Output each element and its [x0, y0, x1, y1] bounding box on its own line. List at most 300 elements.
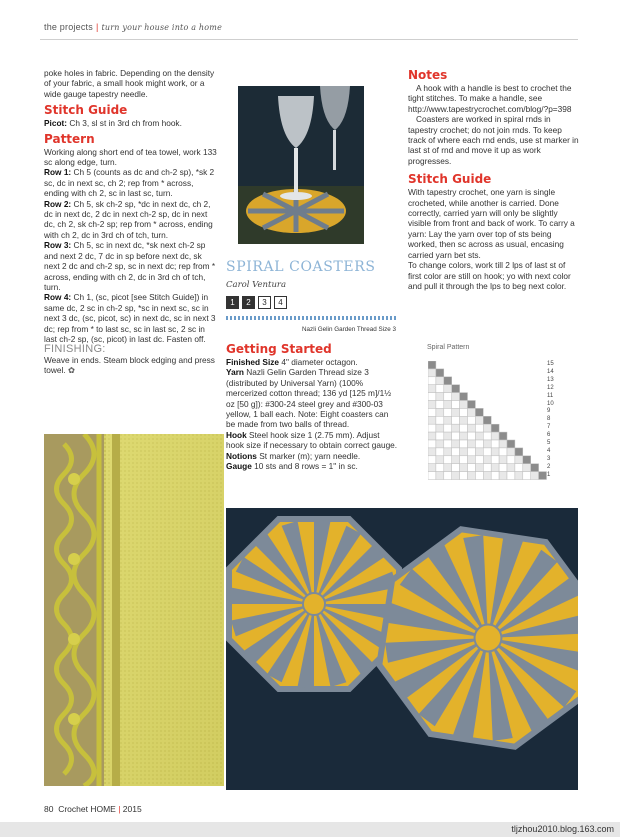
- chart-cell: [515, 440, 523, 448]
- chart-cell: [515, 408, 523, 416]
- chart-cell: [515, 432, 523, 440]
- row-number: 3: [547, 455, 551, 462]
- pattern-row: [44, 167, 218, 198]
- chart-cell: [468, 369, 476, 377]
- author-name: Carol Ventura: [226, 280, 287, 290]
- chart-cell: [452, 440, 460, 448]
- chart-cell: [507, 440, 515, 448]
- chart-cell: [475, 369, 483, 377]
- row-number: 1: [547, 471, 551, 478]
- chart-cell: [515, 472, 523, 480]
- chart-cell: [491, 456, 499, 464]
- chart-cell: [460, 464, 468, 472]
- chart-cell: [452, 401, 460, 409]
- chart-cell: [444, 456, 452, 464]
- chart-cell: [507, 385, 515, 393]
- chart-cell: [539, 464, 547, 472]
- chart-cell: [452, 424, 460, 432]
- spec-text: Nazli Gelin Garden Thread size 3 (distributed by Universal Yarn) (100% mercerized cotton thread; 136 yd [125 m]/1½ oz [50 g]): #300-24 steel grey and #300-03 yellow, 1 ball each. Note: Eight coasters can be made from two balls of thread.: [226, 367, 392, 430]
- chart-cell: [452, 416, 460, 424]
- chart-cell: [444, 401, 452, 409]
- chart-cell: [444, 393, 452, 401]
- spec-item: [226, 461, 398, 471]
- issue-year: 2015: [122, 804, 142, 814]
- chart-cell: [428, 361, 436, 369]
- pattern-row: [44, 199, 218, 241]
- coasters-glass-art: [238, 86, 364, 244]
- header-rule: [40, 39, 578, 40]
- chart-cell: [539, 385, 547, 393]
- chart-cell: [523, 377, 531, 385]
- chart-cell: [483, 464, 491, 472]
- chart-cell: [507, 401, 515, 409]
- coaster-center: [475, 625, 502, 652]
- coasters-glass-photo: [238, 86, 364, 244]
- chart-cell: [531, 448, 539, 456]
- chart-cell: [428, 385, 436, 393]
- row-label: Row 1:: [44, 167, 72, 178]
- skill-level-box: 1: [226, 296, 239, 309]
- chart-cell: [436, 393, 444, 401]
- chart-cell: [475, 361, 483, 369]
- chart-cell: [483, 472, 491, 480]
- stitch-guide-heading-right: Stitch Guide: [408, 172, 492, 187]
- chart-cell: [475, 456, 483, 464]
- row-number: 5: [547, 440, 551, 447]
- pattern-row: [44, 292, 218, 344]
- chart-cell: [539, 377, 547, 385]
- notes-paragraph: Coasters are worked in spiral rnds in tapestry crochet; do not join rnds. To keep track of where each rnd ends, use st marker in last st of rnd and move it up as work progresses.: [408, 114, 579, 166]
- chart-cell: [523, 448, 531, 456]
- chart-cell: [436, 424, 444, 432]
- chart-cell: [475, 408, 483, 416]
- chart-cell: [468, 361, 476, 369]
- chart-cell: [515, 393, 523, 401]
- chart-cell: [475, 401, 483, 409]
- chart-cell: [499, 472, 507, 480]
- chart-cell: [483, 408, 491, 416]
- spec-label: Finished Size: [226, 357, 280, 367]
- pattern-intro: Working along short end of tea towel, work 133 sc along edge, turn.: [44, 146, 217, 168]
- chart-cell: [531, 440, 539, 448]
- spec-text: Steel hook size 1 (2.75 mm). Adjust hook size if necessary to obtain correct gauge.: [226, 429, 398, 451]
- chart-cell: [515, 464, 523, 472]
- row-number: 9: [547, 408, 551, 415]
- chart-cell: [460, 408, 468, 416]
- yarn-photo-caption: Nazli Gelin Garden Thread Size 3: [302, 326, 397, 333]
- chart-cell: [483, 377, 491, 385]
- chart-cell: [499, 377, 507, 385]
- chart-cell: [468, 464, 476, 472]
- row-text: Ch 5, sc in next dc, *sk next ch-2 sp and next 2 dc, 7 dc in sp before next dc, sk next 2 dc and ch-2 sp, sc in next dc; rep from * across, ending with ch 2, dc in 3rd ch of tch, turn.: [44, 240, 216, 292]
- chart-cell: [539, 393, 547, 401]
- chart-cell: [507, 377, 515, 385]
- chart-cell: [499, 401, 507, 409]
- spec-item: [226, 451, 398, 461]
- chart-cell: [436, 440, 444, 448]
- chart-cell: [531, 432, 539, 440]
- chart-cell: [491, 464, 499, 472]
- intro-paragraph: poke holes in fabric. Depending on the density of your fabric, a small hook might work, or a wide gauge tapestry needle.: [44, 68, 215, 99]
- chart-cell: [436, 369, 444, 377]
- picot-definition: [44, 118, 218, 128]
- getting-started-heading: Getting Started: [226, 342, 332, 356]
- chart-cell: [523, 361, 531, 369]
- chart-cell: [499, 432, 507, 440]
- stitch-guide-paragraph: With tapestry crochet, one yarn is single crocheted, while another is carried. Done correctly, carried yarn will only be slightly visible from front and back of work. To carry a yarn: Lay the yarn over top of sts being worked, then sc across as usual, encasing carried yarn bet sts.: [408, 187, 575, 260]
- chart-cell: [468, 424, 476, 432]
- finishing-heading: FINISHING:: [44, 343, 106, 356]
- chart-cell: [515, 377, 523, 385]
- chart-cell: [539, 448, 547, 456]
- chart-cell: [475, 440, 483, 448]
- dotted-rule: [226, 316, 396, 320]
- chart-cell: [460, 385, 468, 393]
- chart-cell: [475, 472, 483, 480]
- spec-label: Notions: [226, 450, 257, 461]
- chart-cell: [444, 464, 452, 472]
- chart-cell: [436, 416, 444, 424]
- page-number: 80: [44, 804, 54, 814]
- chart-cell: [428, 448, 436, 456]
- chart-cell: [483, 424, 491, 432]
- chart-cell: [539, 456, 547, 464]
- chart-cell: [523, 408, 531, 416]
- pattern-heading: Pattern: [44, 131, 95, 146]
- chart-cell: [531, 401, 539, 409]
- row-number: 7: [547, 424, 551, 431]
- chart-cell: [523, 464, 531, 472]
- chart-cell: [452, 456, 460, 464]
- chart-cell: [515, 361, 523, 369]
- header-section: the projects: [44, 22, 93, 32]
- chart-cell: [436, 361, 444, 369]
- chart-cell: [444, 472, 452, 480]
- chart-cell: [436, 401, 444, 409]
- chart-cell: [428, 416, 436, 424]
- chart-cell: [444, 361, 452, 369]
- chart-cell: [428, 464, 436, 472]
- chart-cell: [483, 432, 491, 440]
- chart-cell: [428, 393, 436, 401]
- chart-cell: [539, 361, 547, 369]
- chart-cell: [491, 448, 499, 456]
- chart-cell: [428, 432, 436, 440]
- spec-text: 4" diameter octagon.: [279, 357, 358, 367]
- chart-cell: [499, 464, 507, 472]
- chart-cell: [452, 361, 460, 369]
- chart-cell: [507, 416, 515, 424]
- chart-cell: [460, 393, 468, 401]
- edging-photo: [44, 434, 224, 786]
- chart-cell: [515, 448, 523, 456]
- chart-cell: [531, 456, 539, 464]
- finishing-text: [44, 355, 218, 376]
- spec-label: Gauge: [226, 461, 252, 472]
- chart-cell: [460, 377, 468, 385]
- page-footer: [44, 804, 142, 814]
- chart-cell: [523, 369, 531, 377]
- getting-started-section: [226, 342, 398, 471]
- magazine-name: Crochet HOME: [58, 804, 116, 814]
- chart-cell: [428, 408, 436, 416]
- chart-cell: [491, 416, 499, 424]
- chart-cell: [436, 472, 444, 480]
- chart-cell: [483, 361, 491, 369]
- chart-cell: [531, 377, 539, 385]
- chart-cell: [507, 361, 515, 369]
- chart-cell: [436, 408, 444, 416]
- chart-cell: [475, 464, 483, 472]
- chart-cell: [499, 424, 507, 432]
- chart-cell: [499, 393, 507, 401]
- spec-item: [226, 367, 398, 429]
- chart-cell: [483, 385, 491, 393]
- row-number: 10: [547, 400, 554, 407]
- chart-cell: [515, 456, 523, 464]
- chart-cell: [523, 385, 531, 393]
- chart-cell: [515, 416, 523, 424]
- chart-cell: [460, 424, 468, 432]
- chart-cell: [460, 432, 468, 440]
- chart-cell: [531, 416, 539, 424]
- pattern-row: [44, 240, 218, 292]
- chart-cell: [444, 377, 452, 385]
- coasters-main-art: [226, 508, 578, 790]
- spiral-pattern-chart: [428, 361, 548, 481]
- chart-cell: [507, 472, 515, 480]
- chart-cell: [475, 424, 483, 432]
- chart-cell: [491, 424, 499, 432]
- chart-cell: [452, 464, 460, 472]
- chart-cell: [523, 393, 531, 401]
- coaster-center: [303, 593, 325, 615]
- chart-cell: [523, 401, 531, 409]
- chart-cell: [491, 401, 499, 409]
- chart-cell: [531, 361, 539, 369]
- chart-cell: [444, 440, 452, 448]
- chart-cell: [507, 369, 515, 377]
- skill-level-box: 3: [258, 296, 271, 309]
- chart-cell: [523, 440, 531, 448]
- skill-level-box: 4: [274, 296, 287, 309]
- left-column: [44, 68, 218, 376]
- chart-cell: [539, 432, 547, 440]
- chart-cell: [523, 472, 531, 480]
- chart-cell: [475, 377, 483, 385]
- chart-cell: [507, 432, 515, 440]
- chart-cell: [436, 456, 444, 464]
- chart-cell: [515, 424, 523, 432]
- chart-cell: [452, 385, 460, 393]
- chart-cell: [515, 369, 523, 377]
- chart-cell: [531, 472, 539, 480]
- chart-cell: [539, 416, 547, 424]
- chart-cell: [483, 416, 491, 424]
- chart-cell: [507, 456, 515, 464]
- row-label: Row 3:: [44, 240, 72, 251]
- row-number: 6: [547, 432, 551, 439]
- row-number: 4: [547, 447, 551, 454]
- chart-cell: [483, 448, 491, 456]
- spec-label: Hook: [226, 429, 247, 440]
- chart-cell: [491, 369, 499, 377]
- chart-cell: [491, 408, 499, 416]
- row-number: 13: [547, 376, 554, 383]
- header-tagline: turn your house into a home: [101, 23, 223, 32]
- row-number: 12: [547, 384, 554, 391]
- skill-level-box: 2: [242, 296, 255, 309]
- header-separator: |: [95, 22, 99, 32]
- chart-cell: [428, 401, 436, 409]
- chart-cell: [452, 408, 460, 416]
- chart-cell: [539, 401, 547, 409]
- chart-cell: [428, 456, 436, 464]
- chart-cell: [539, 369, 547, 377]
- chart-cell: [436, 448, 444, 456]
- chart-cell: [523, 424, 531, 432]
- chart-cell: [444, 369, 452, 377]
- chart-cell: [460, 456, 468, 464]
- coasters-main-photo: [226, 508, 578, 790]
- chart-cell: [483, 393, 491, 401]
- chart-cell: [444, 385, 452, 393]
- spec-text: 10 sts and 8 rows = 1" in sc.: [251, 461, 358, 472]
- chart-cell: [468, 408, 476, 416]
- chart-cell: [428, 472, 436, 480]
- right-column: [408, 68, 580, 291]
- chart-cell: [460, 416, 468, 424]
- chart-cell: [468, 401, 476, 409]
- chart-cell: [531, 408, 539, 416]
- chart-cell: [444, 408, 452, 416]
- chart-cell: [531, 393, 539, 401]
- row-number: 14: [547, 368, 554, 375]
- chart-cell: [483, 456, 491, 464]
- row-number: 15: [547, 361, 554, 367]
- picot-text: Ch 3, sl st in 3rd ch from hook.: [67, 118, 182, 129]
- chart-cell: [483, 440, 491, 448]
- chart-cell: [491, 385, 499, 393]
- running-header: [44, 22, 222, 32]
- watermark-text: tljzhou2010.blog.163.com: [511, 824, 614, 834]
- chart-cell: [428, 377, 436, 385]
- chart-cell: [507, 424, 515, 432]
- chart-cell: [499, 408, 507, 416]
- chart-cell: [468, 456, 476, 464]
- chart-cell: [499, 448, 507, 456]
- chart-cell: [515, 385, 523, 393]
- row-label: Row 2:: [44, 198, 72, 209]
- chart-cell: [444, 416, 452, 424]
- chart-cell: [539, 440, 547, 448]
- chart-cell: [452, 377, 460, 385]
- chart-cell: [491, 432, 499, 440]
- chart-cell: [452, 448, 460, 456]
- spec-label: Yarn: [226, 367, 244, 378]
- chart-cell: [499, 416, 507, 424]
- chart-cell: [507, 464, 515, 472]
- chart-cell: [436, 432, 444, 440]
- chart-cell: [444, 448, 452, 456]
- skill-level-indicator: [226, 296, 290, 309]
- chart-cell: [531, 369, 539, 377]
- chart-cell: [428, 369, 436, 377]
- edging-photo-art: [44, 434, 224, 786]
- chart-cell: [436, 385, 444, 393]
- footer-separator: |: [118, 804, 121, 814]
- chart-cell: [460, 448, 468, 456]
- spec-item: [226, 357, 398, 367]
- chart-cell: [460, 401, 468, 409]
- chart-cell: [436, 464, 444, 472]
- notes-heading: Notes: [408, 68, 448, 82]
- stitch-guide-heading: Stitch Guide: [44, 103, 128, 118]
- chart-cell: [468, 440, 476, 448]
- pattern-title: SPIRAL COASTERS: [226, 259, 376, 275]
- chart-cell: [539, 472, 547, 480]
- chart-cell: [515, 401, 523, 409]
- chart-cell: [452, 432, 460, 440]
- chart-cell: [491, 361, 499, 369]
- chart-cell: [499, 456, 507, 464]
- chart-cell: [468, 448, 476, 456]
- row-text: Ch 1, (sc, picot [see Stitch Guide]) in same dc, 2 sc in ch-2 sp, *sc in next sc, sc in next 3 dc, (sc, picot, sc) in next dc, sc in next 3 dc; rep from * to last sc, sc in last sc, 2 sc in last ch-2 sp, (sc, picot) in last dc. Fasten off.: [44, 292, 216, 344]
- chart-cell: [491, 393, 499, 401]
- chart-cell: [523, 432, 531, 440]
- chart-cell: [491, 377, 499, 385]
- chart-cell: [499, 369, 507, 377]
- chart-cell: [436, 377, 444, 385]
- chart-cell: [539, 424, 547, 432]
- chart-cell: [507, 408, 515, 416]
- chart-cell: [468, 377, 476, 385]
- stitch-guide-paragraph: To change colors, work till 2 lps of last st of first color are still on hook; yo with next color and pull it through the lps to beg next color.: [408, 260, 571, 291]
- chart-cell: [531, 385, 539, 393]
- chart-cell: [475, 385, 483, 393]
- chart-cell: [475, 416, 483, 424]
- chart-cell: [491, 472, 499, 480]
- row-label: Row 4:: [44, 292, 72, 303]
- chart-cell: [428, 424, 436, 432]
- chart-cell: [452, 393, 460, 401]
- chart-cell: [531, 424, 539, 432]
- chart-cell: [460, 472, 468, 480]
- chart-cell: [499, 361, 507, 369]
- chart-cell: [468, 393, 476, 401]
- chart-cell: [499, 440, 507, 448]
- end-flower-icon: ✿: [68, 365, 75, 376]
- chart-cell: [475, 448, 483, 456]
- chart-cell: [475, 432, 483, 440]
- chart-cell: [468, 432, 476, 440]
- spec-item: [226, 430, 398, 451]
- chart-cell: [444, 432, 452, 440]
- chart-cell: [499, 385, 507, 393]
- spec-text: St marker (m); yarn needle.: [256, 450, 361, 461]
- row-number: 11: [547, 392, 554, 399]
- chart-cell: [483, 369, 491, 377]
- chart-cell: [468, 472, 476, 480]
- chart-cell: [491, 440, 499, 448]
- row-text: Ch 5, sk ch-2 sp, *dc in next dc, ch 2, dc in next dc, 2 dc in next ch-2 sp, dc in next dc, ch 2, sk ch-2 sp; rep from * across, ending with ch 2, dc in 3rd ch of tch, turn.: [44, 198, 213, 240]
- chart-cell: [452, 369, 460, 377]
- chart-cell: [507, 393, 515, 401]
- chart-cell: [460, 361, 468, 369]
- chart-cell: [523, 456, 531, 464]
- row-number: 8: [547, 416, 551, 423]
- chart-cell: [483, 401, 491, 409]
